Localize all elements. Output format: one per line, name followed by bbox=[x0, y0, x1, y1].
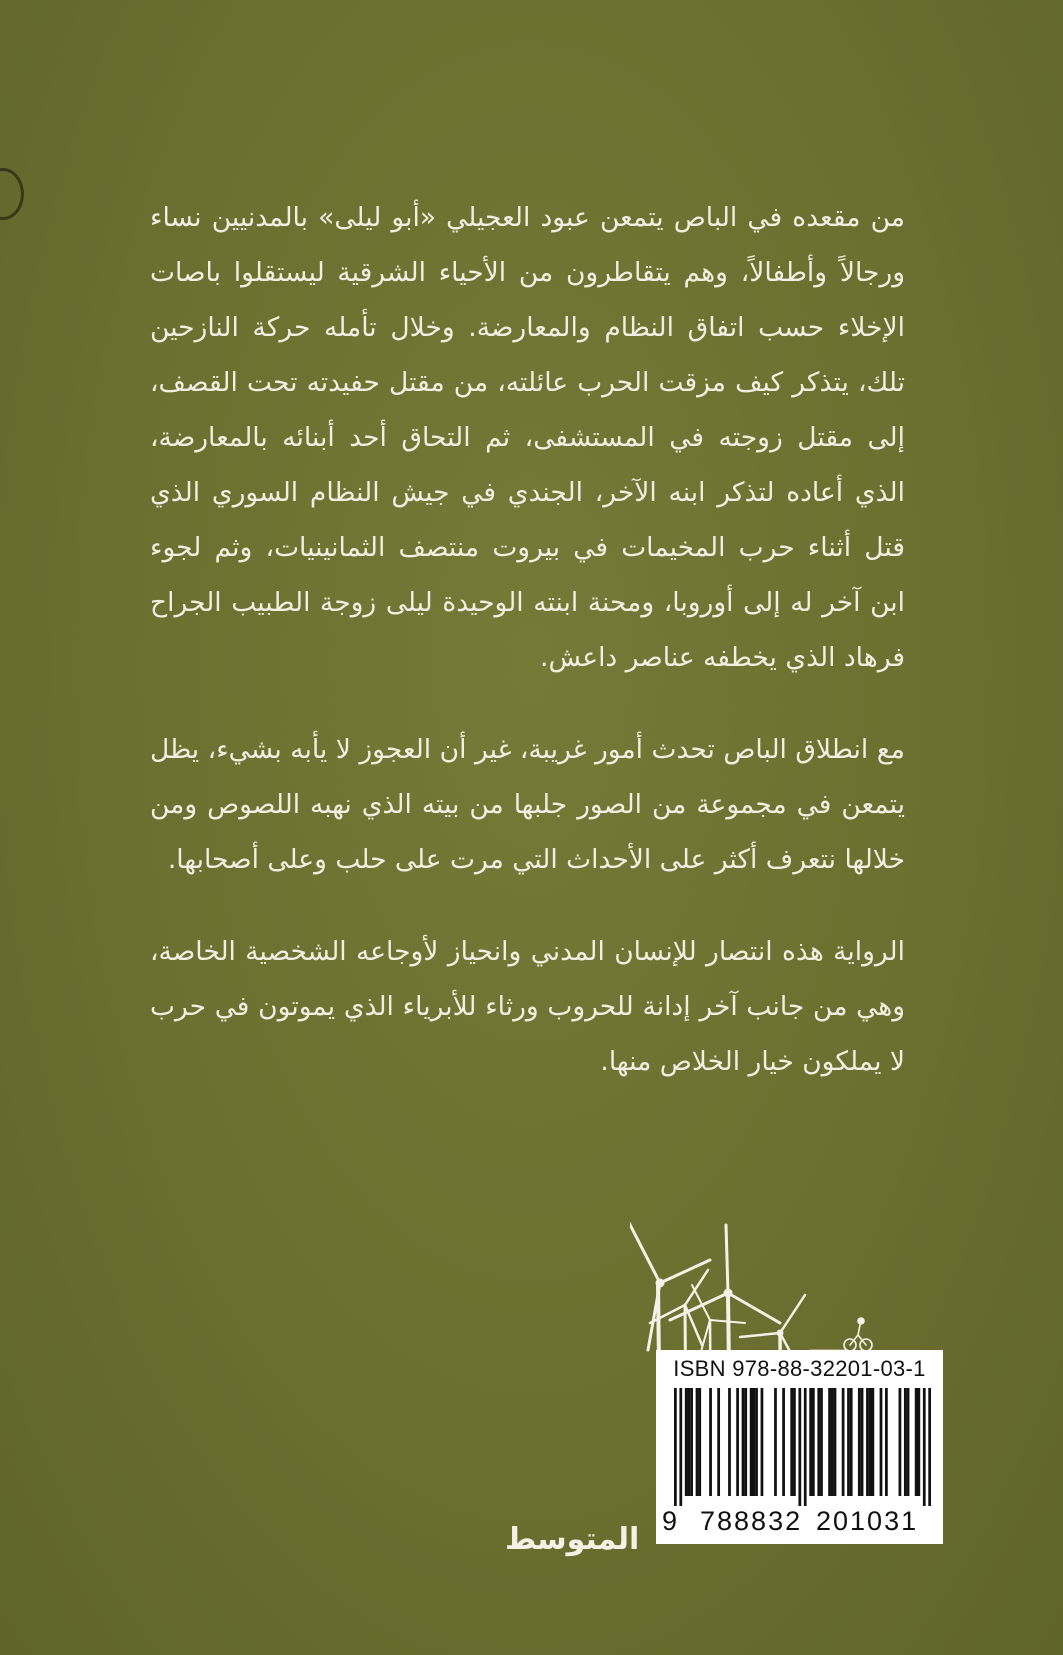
barcode-bar bbox=[696, 1388, 699, 1496]
barcode-bar bbox=[752, 1388, 755, 1496]
barcode-bar bbox=[866, 1388, 869, 1496]
isbn-number: ISBN 978-88-32201-03-1 bbox=[673, 1356, 926, 1381]
barcode-bar bbox=[742, 1388, 745, 1496]
barcode-bar bbox=[847, 1388, 850, 1496]
cyclist-figure bbox=[844, 1318, 872, 1351]
barcode-bar bbox=[828, 1388, 831, 1496]
spine-emblem-mark bbox=[0, 168, 24, 220]
barcode-bar bbox=[804, 1388, 807, 1506]
barcode-bar bbox=[782, 1388, 785, 1496]
barcode-bar bbox=[850, 1388, 853, 1496]
barcode-bar bbox=[679, 1388, 682, 1506]
blurb-paragraph-1: من مقعده في الباص يتمعن عبود العجيلي «أبو ليلى» بالمدنيين نساء ورجالاً وأطفالاً، وهم يتقاطرون من الأحياء الشرقية ليستقلوا باصات الإخلاء حسب اتفاق النظام والمعارضة. وخلال تأمله حركة النازحين تلك، يتذكر كيف مزقت الحرب عائلته، من مقتل حفيدته تحت القصف، إلى مقتل زوجته في المستشفى، ثم التحاق أحد أبنائه بالمعارضة، الذي أعاده لتذكر ابنه الآخر، الجندي في جيش النظام السوري الذي قتل أثناء حرب المخيمات في بيروت منتصف الثمانينيات، وثم لجوء ابن آخر له إلى أوروبا، ومحنة ابنته الوحيدة ليلى زوجة الطبيب الجراح فرهاد الذي يخطفه عناصر داعش. bbox=[150, 202, 905, 673]
wind-turbines-illustration bbox=[630, 1145, 920, 1355]
barcode-bar bbox=[842, 1388, 845, 1496]
barcode-bar bbox=[871, 1388, 874, 1496]
barcode-bar bbox=[904, 1388, 907, 1496]
barcode-bar bbox=[755, 1388, 758, 1496]
barcode-bar bbox=[869, 1388, 872, 1496]
barcode-bars bbox=[674, 1388, 931, 1506]
barcode-bar bbox=[907, 1388, 910, 1496]
barcode-bar bbox=[761, 1388, 764, 1496]
blurb-text-block bbox=[150, 190, 905, 1126]
barcode-bar bbox=[798, 1388, 801, 1506]
barcode-bar bbox=[698, 1388, 701, 1496]
barcode-bar bbox=[688, 1388, 691, 1496]
turbine-rotor-4 bbox=[692, 1285, 745, 1355]
barcode-bar bbox=[885, 1388, 888, 1496]
barcode-bar bbox=[709, 1388, 712, 1496]
barcode-bar bbox=[685, 1388, 688, 1496]
barcode-bar bbox=[831, 1388, 834, 1496]
barcode-bar bbox=[812, 1388, 815, 1496]
barcode-bar bbox=[728, 1388, 731, 1496]
ean-first-digit: 9 bbox=[662, 1506, 678, 1536]
barcode-bar bbox=[790, 1388, 793, 1496]
barcode-bar bbox=[817, 1388, 820, 1496]
ean-digits bbox=[656, 1506, 943, 1540]
barcode-bar bbox=[793, 1388, 796, 1496]
turbine-tower-3 bbox=[728, 1295, 730, 1355]
barcode-bar bbox=[690, 1388, 693, 1496]
barcode-bar bbox=[744, 1388, 747, 1496]
turbine-rotor-1 bbox=[630, 1215, 710, 1350]
ean-right-group: 201031 bbox=[816, 1506, 919, 1536]
barcode-bar bbox=[923, 1388, 926, 1506]
blurb-paragraph-3: الرواية هذه انتصار للإنسان المدني وانحياز لأوجاعه الشخصية الخاصة، وهي من جانب آخر إدانة للحروب ورثاء للأبرياء الذي يموتون في حرب لا يملكون خيار الخلاص منها. bbox=[150, 936, 905, 1077]
barcode-bar bbox=[861, 1388, 864, 1496]
barcode-bar bbox=[834, 1388, 837, 1496]
ean-left-group: 788832 bbox=[700, 1506, 803, 1536]
barcode-bar bbox=[899, 1388, 902, 1496]
barcode-bar bbox=[820, 1388, 823, 1496]
barcode-bar bbox=[858, 1388, 861, 1496]
barcode-bar bbox=[917, 1388, 920, 1496]
isbn-barcode bbox=[656, 1350, 943, 1544]
barcode-bar bbox=[736, 1388, 739, 1496]
barcode-bar bbox=[750, 1388, 753, 1496]
barcode-bar bbox=[809, 1388, 812, 1496]
barcode-bar bbox=[915, 1388, 918, 1496]
barcode-bar bbox=[717, 1388, 720, 1496]
barcode-bar bbox=[674, 1388, 677, 1506]
barcode-bar bbox=[928, 1388, 931, 1506]
blurb-paragraph-2: مع انطلاق الباص تحدث أمور غريبة، غير أن العجوز لا يأبه بشيء، يظل يتمعن في مجموعة من الصور جلبها من بيته الذي نهبه اللصوص ومن خلالها نتعرف أكثر على الأحداث التي مرت على حلب وعلى أصحابها. bbox=[150, 734, 905, 875]
barcode-bar bbox=[880, 1388, 883, 1496]
publisher-logo: المتوسط bbox=[505, 1522, 640, 1557]
barcode-bar bbox=[774, 1388, 777, 1496]
